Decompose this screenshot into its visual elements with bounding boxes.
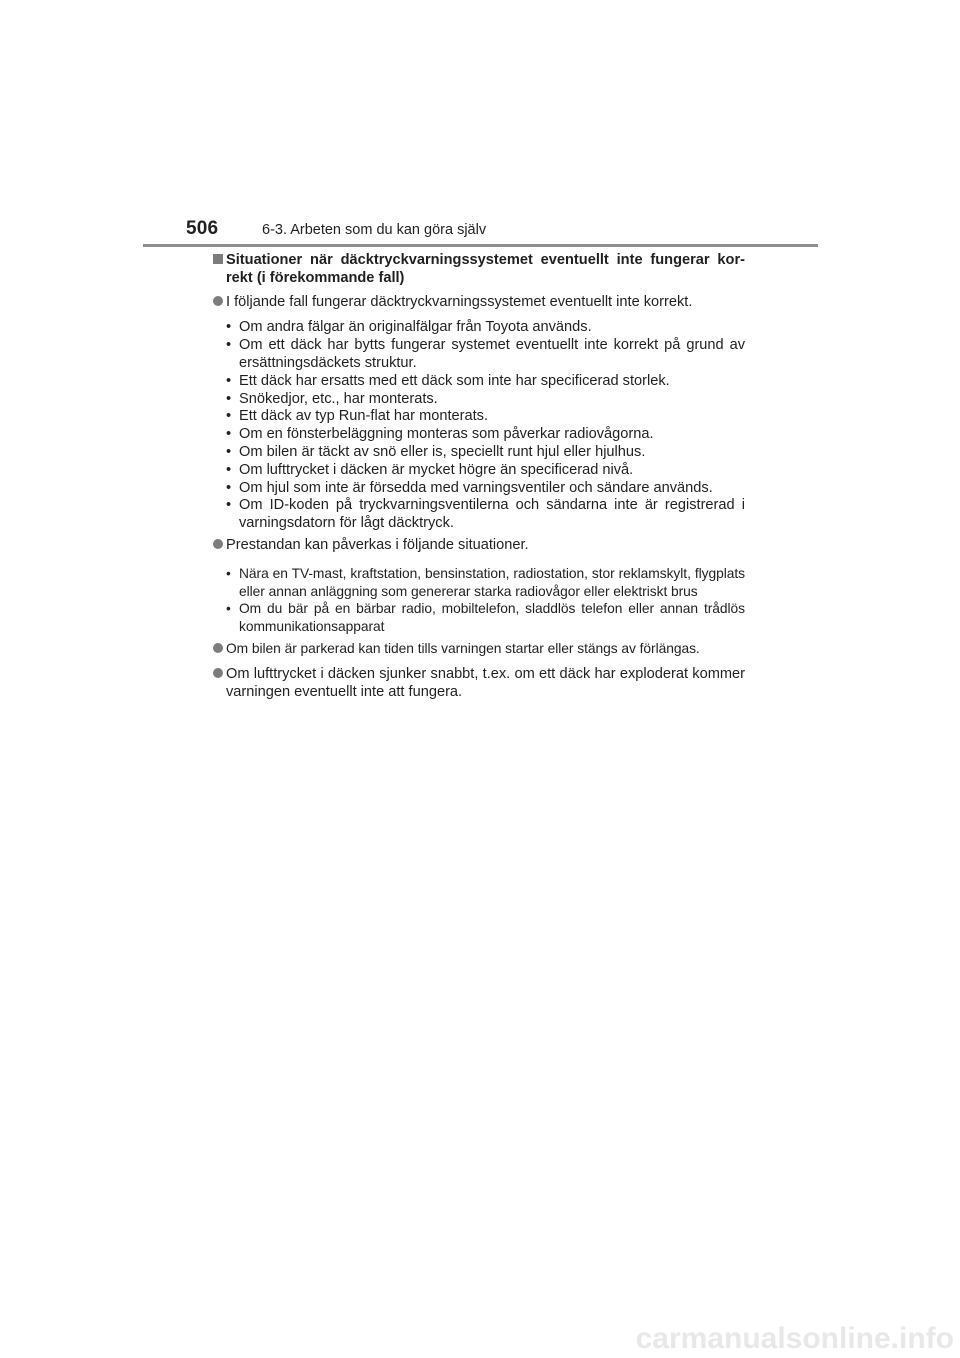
- list-item: • Om bilen är täckt av snö eller is, speciellt runt hjul eller hjulhus.: [213, 444, 745, 462]
- section-heading: [213, 252, 745, 288]
- page-content: [213, 252, 745, 701]
- list-item: • Om ett däck har bytts fungerar systemet eventuellt inte korrekt på grund av ersättningsdäckets struktur.: [213, 337, 745, 373]
- point-1-list: [213, 319, 745, 533]
- list-item: • Om hjul som inte är försedda med varningsventiler och sändare används.: [213, 480, 745, 498]
- point-3-text: Om bilen är parkerad kan tiden tills varningen startar eller stängs av förlängas.: [226, 640, 700, 656]
- point-2-list: [213, 565, 745, 636]
- square-bullet-icon: [213, 254, 223, 264]
- list-item: • Snökedjor, etc., har monterats.: [213, 391, 745, 409]
- page-header: [0, 0, 960, 250]
- point-2-text: Prestandan kan påverkas i följande situationer.: [226, 536, 529, 553]
- point-1-text: I följande fall fungerar däcktryckvarningssystemet eventuellt inte korrekt.: [226, 293, 693, 310]
- list-item: • Ett däck av typ Run-flat har monterats.: [213, 408, 745, 426]
- site-watermark: carmanualsonline.info: [635, 1322, 954, 1355]
- list-item: • Om andra fälgar än originalfälgar från Toyota används.: [213, 319, 745, 337]
- list-item: • Om ID-koden på tryckvarningsventilerna och sändarna inte är registrerad i varningsdatorn för lågt däcktryck.: [213, 497, 745, 533]
- point-1: [213, 294, 745, 312]
- circle-bullet-icon: [213, 539, 223, 549]
- circle-bullet-icon: [213, 296, 223, 306]
- section-title: 6-3. Arbeten som du kan göra själv: [262, 222, 487, 238]
- list-item: • Om du bär på en bärbar radio, mobiltelefon, sladdlös telefon eller annan trådlös kommunikationsapparat: [213, 600, 745, 636]
- page-number: 506: [186, 218, 219, 239]
- list-item: • Ett däck har ersatts med ett däck som inte har specificerad storlek.: [213, 373, 745, 391]
- list-item: • Om lufttrycket i däcken är mycket högre än specificerad nivå.: [213, 462, 745, 480]
- point-4: [213, 666, 745, 702]
- circle-bullet-icon: [213, 643, 223, 653]
- point-4-text: Om lufttrycket i däcken sjunker snabbt, t.ex. om ett däck har exploderat kommer varningen eventuellt inte att fungera.: [226, 665, 745, 700]
- header-divider: [143, 244, 818, 247]
- list-item: • Nära en TV-mast, kraftstation, bensinstation, radiostation, stor reklamskylt, flygplats eller annan anläggning som genererar starka radiovågor eller elektriskt brus: [213, 565, 745, 601]
- list-item: • Om en fönsterbeläggning monteras som påverkar radiovågorna.: [213, 426, 745, 444]
- point-3: [213, 640, 745, 658]
- point-2: [213, 537, 745, 555]
- circle-bullet-icon: [213, 668, 223, 678]
- heading-text: Situationer när däcktryckvarningssystemet eventuellt inte fungerar kor-rekt (i förekommande fall): [226, 252, 745, 286]
